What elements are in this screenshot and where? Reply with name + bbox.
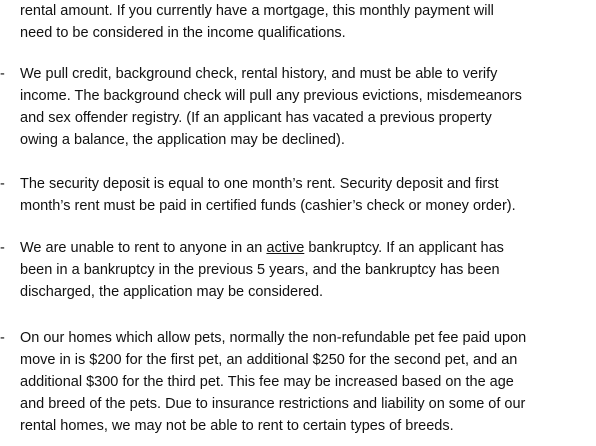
bullet-line	[20, 237, 504, 259]
bullet-line: and breed of the pets. Due to insurance restrictions and liability on some of our	[20, 396, 526, 412]
bullet-line: and sex offender registry. (If an applicant has vacated a previous property	[20, 110, 492, 126]
bullet-line: month’s rent must be paid in certified funds (cashier’s check or money order).	[20, 198, 516, 214]
bullet-line: We pull credit, background check, rental history, and must be able to verify	[20, 66, 498, 82]
bullet-dash: -	[0, 66, 5, 82]
bullet-line: income. The background check will pull any previous evictions, misdemeanors	[20, 88, 522, 104]
bullet-line: move in is $200 for the first pet, an additional $250 for the second pet, and an	[20, 352, 518, 368]
bullet-line: additional $300 for the third pet. This fee may be increased based on the age	[20, 374, 514, 390]
bullet-text: We are unable to rent to anyone in an	[20, 240, 267, 256]
bullet-line: On our homes which allow pets, normally the non-refundable pet fee paid upon	[20, 330, 527, 346]
bullet-dash: -	[0, 176, 5, 192]
bullet-dash: -	[0, 240, 5, 256]
paragraph-line: need to be considered in the income qualifications.	[20, 25, 346, 41]
bullet-dash: -	[0, 330, 5, 346]
paragraph-line: rental amount. If you currently have a mortgage, this monthly payment will	[20, 3, 494, 19]
bullet-text: bankruptcy. If an applicant has	[304, 240, 504, 256]
bullet-line: rental homes, we may not be able to rent to certain types of breeds.	[20, 418, 454, 434]
bullet-line: been in a bankruptcy in the previous 5 years, and the bankruptcy has been	[20, 262, 500, 278]
bullet-line: owing a balance, the application may be declined).	[20, 132, 345, 148]
underlined-word: active	[266, 240, 305, 256]
bullet-line: discharged, the application may be considered.	[20, 284, 324, 300]
bullet-line: The security deposit is equal to one month’s rent. Security deposit and first	[20, 176, 499, 192]
